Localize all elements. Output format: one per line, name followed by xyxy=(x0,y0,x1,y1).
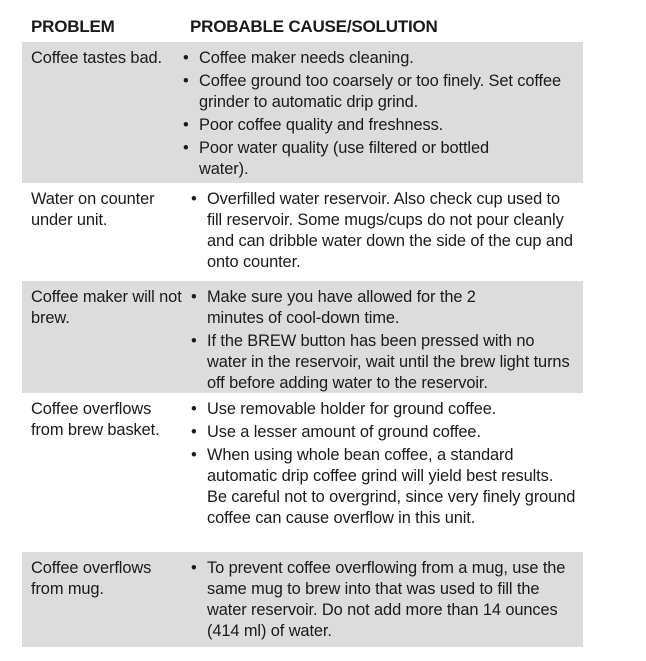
solution-item: • Use a lesser amount of ground coffee. xyxy=(191,423,481,441)
problem-cell: Water on counter under unit. xyxy=(31,190,155,229)
solution-cell xyxy=(182,48,583,177)
header-problem: PROBLEM xyxy=(31,17,115,36)
table-row xyxy=(22,183,583,281)
bullet-icon: • xyxy=(191,288,197,306)
troubleshooting-table xyxy=(22,0,583,647)
problem-cell: Coffee maker will not brew. xyxy=(31,288,182,327)
solution-item: • If the BREW button has been pressed with no water in the reservoir, wait until the brew light turns off before adding water to the reservoir. xyxy=(191,332,570,392)
solution-item: • Use removable holder for ground coffee. xyxy=(191,400,497,418)
problem-cell: Coffee overflows from mug. xyxy=(31,559,152,598)
solution-item: • Coffee ground too coarsely or too finely. Set coffee grinder to automatic drip grind. xyxy=(183,72,561,111)
table-row xyxy=(22,552,583,647)
bullet-icon: • xyxy=(191,559,197,577)
solution-cell xyxy=(190,287,583,392)
bullet-icon: • xyxy=(191,446,197,464)
bullet-icon: • xyxy=(183,49,189,67)
bullet-icon: • xyxy=(191,400,197,418)
table-row xyxy=(22,42,583,183)
solution-cell xyxy=(190,189,583,275)
bullet-icon: • xyxy=(191,190,197,208)
bullet-icon: • xyxy=(183,72,189,90)
table-header xyxy=(22,0,583,42)
header-solution: PROBABLE CAUSE/SOLUTION xyxy=(190,17,438,36)
solution-item: • Poor water quality (use filtered or bottled water). xyxy=(183,139,489,178)
table-row xyxy=(22,393,583,552)
solution-item: • To prevent coffee overflowing from a mug, use the same mug to brew into that was used to fill the water reservoir. Do not add more than 14 ounces (414 ml) of water. xyxy=(191,559,566,640)
problem-cell: Coffee tastes bad. xyxy=(31,49,162,67)
solution-item: • When using whole bean coffee, a standard automatic drip coffee grind will yield best results. Be careful not to overgrind, since very finely ground coffee can cause overflow in this unit. xyxy=(191,446,576,527)
bullet-icon: • xyxy=(183,116,189,134)
bullet-icon: • xyxy=(191,332,197,350)
table-row xyxy=(22,281,583,393)
problem-cell: Coffee overflows from brew basket. xyxy=(31,400,160,439)
bullet-icon: • xyxy=(191,423,197,441)
solution-cell xyxy=(190,558,583,641)
solution-item: • Make sure you have allowed for the 2 minutes of cool-down time. xyxy=(191,288,476,327)
solution-cell xyxy=(190,399,583,546)
solution-item: • Poor coffee quality and freshness. xyxy=(183,116,444,134)
bullet-icon: • xyxy=(183,139,189,157)
solution-item: • Overfilled water reservoir. Also check cup used to fill reservoir. Some mugs/cups do not pour cleanly and can dribble water down the side of the cup and onto counter. xyxy=(191,190,573,271)
solution-item: • Coffee maker needs cleaning. xyxy=(183,49,414,67)
